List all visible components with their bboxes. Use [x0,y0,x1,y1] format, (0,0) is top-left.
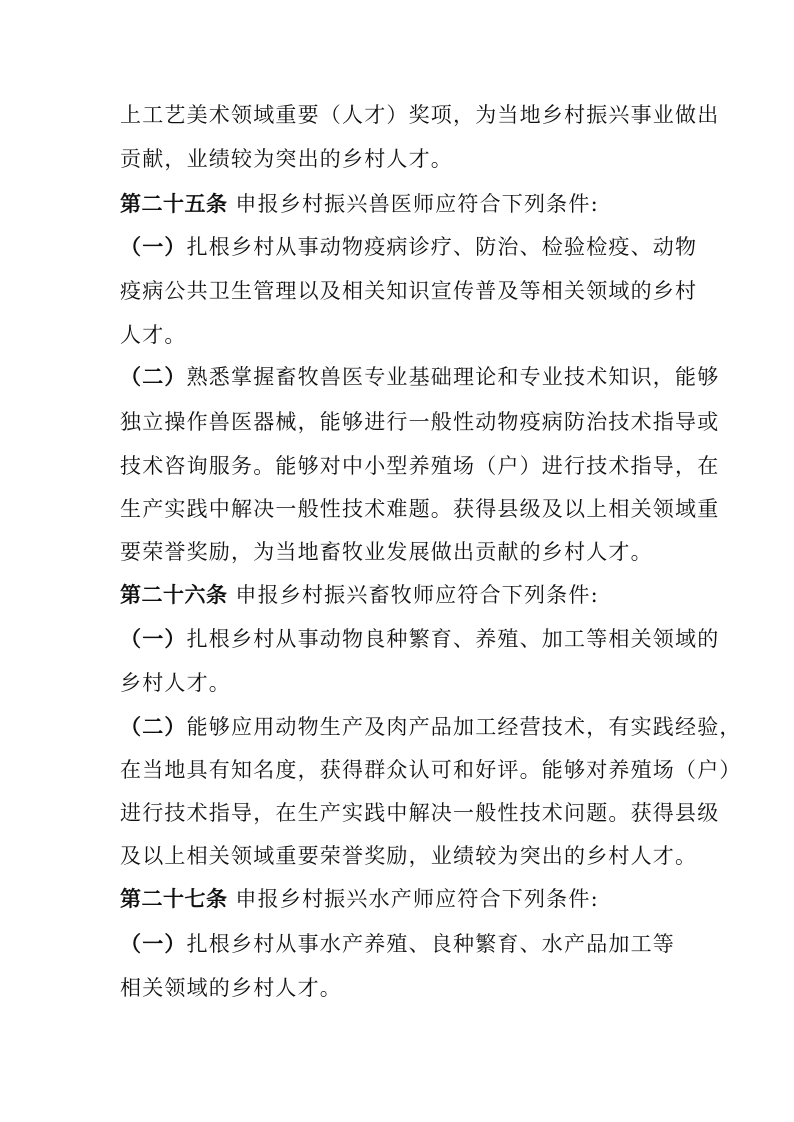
item-number: （二） [120,364,187,389]
line-text: 上工艺美术领域重要（人才）奖项，为当地乡村振兴事业做出 [120,103,720,127]
line-text: 扎根乡村从事水产养殖、良种繁育、水产品加工等 [186,932,676,956]
line-text: 熟悉掌握畜牧兽医专业基础理论和专业技术知识，能够 [186,365,720,389]
line-text: 贡献，业绩较为突出的乡村人才。 [120,147,453,171]
item-number: （二） [120,714,187,739]
paragraph-line [120,842,697,870]
paragraph-line [120,408,719,436]
article-number: 第二十五条 [120,192,228,216]
item-number: （一） [120,234,187,259]
paragraph-line [120,799,719,827]
line-text: 要荣誉奖励，为当地畜牧业发展做出贡献的乡村人才。 [120,540,653,564]
paragraph-line [120,669,231,697]
line-text: 进行技术指导，在生产实践中解决一般性技术问题。获得县级 [120,801,720,825]
line-text: 相关领域的乡村人才。 [120,976,342,1000]
paragraph-line [120,363,719,391]
paragraph-line [120,625,719,653]
line-text: 人才。 [120,323,187,347]
paragraph-line [120,974,342,1002]
line-text: 生产实践中解决一般性技术难题。获得县级及以上相关领域重 [120,497,720,521]
line-text: 独立操作兽医器械，能够进行一般性动物疫病防治技术指导或 [120,410,720,434]
line-text: 乡村人才。 [120,671,231,695]
line-text: 及以上相关领域重要荣誉奖励，业绩较为突出的乡村人才。 [120,844,698,868]
article-heading-line [120,190,599,218]
paragraph-line [120,145,453,173]
line-text: 在当地具有知名度，获得群众认可和好评。能够对养殖场（户） [120,758,742,782]
paragraph-line [120,538,653,566]
item-number: （一） [120,626,187,651]
article-heading-line [120,885,599,913]
paragraph-line [120,452,719,480]
line-text: 技术咨询服务。能够对中小型养殖场（户）进行技术指导，在 [120,454,720,478]
paragraph-line [120,495,719,523]
paragraph-line [120,101,719,129]
paragraph-line [120,321,187,349]
article-heading-line [120,581,599,609]
article-number: 第二十七条 [120,887,228,911]
paragraph-line [120,756,742,784]
line-text: 申报乡村振兴兽医师应符合下列条件: [227,192,599,216]
paragraph-line [120,930,675,958]
line-text: 扎根乡村从事动物疫病诊疗、防治、检验检疫、动物 [186,235,698,259]
paragraph-line [120,233,697,261]
line-text: 疫病公共卫生管理以及相关知识宣传普及等相关领域的乡村 [120,279,698,303]
article-number: 第二十六条 [120,583,228,607]
paragraph-line [120,713,742,741]
line-text: 申报乡村振兴水产师应符合下列条件: [227,887,599,911]
paragraph-line [120,277,697,305]
line-text: 能够应用动物生产及肉产品加工经营技术，有实践经验， [186,715,742,739]
line-text: 申报乡村振兴畜牧师应符合下列条件: [227,583,599,607]
line-text: 扎根乡村从事动物良种繁育、养殖、加工等相关领域的 [186,627,720,651]
item-number: （一） [120,931,187,956]
